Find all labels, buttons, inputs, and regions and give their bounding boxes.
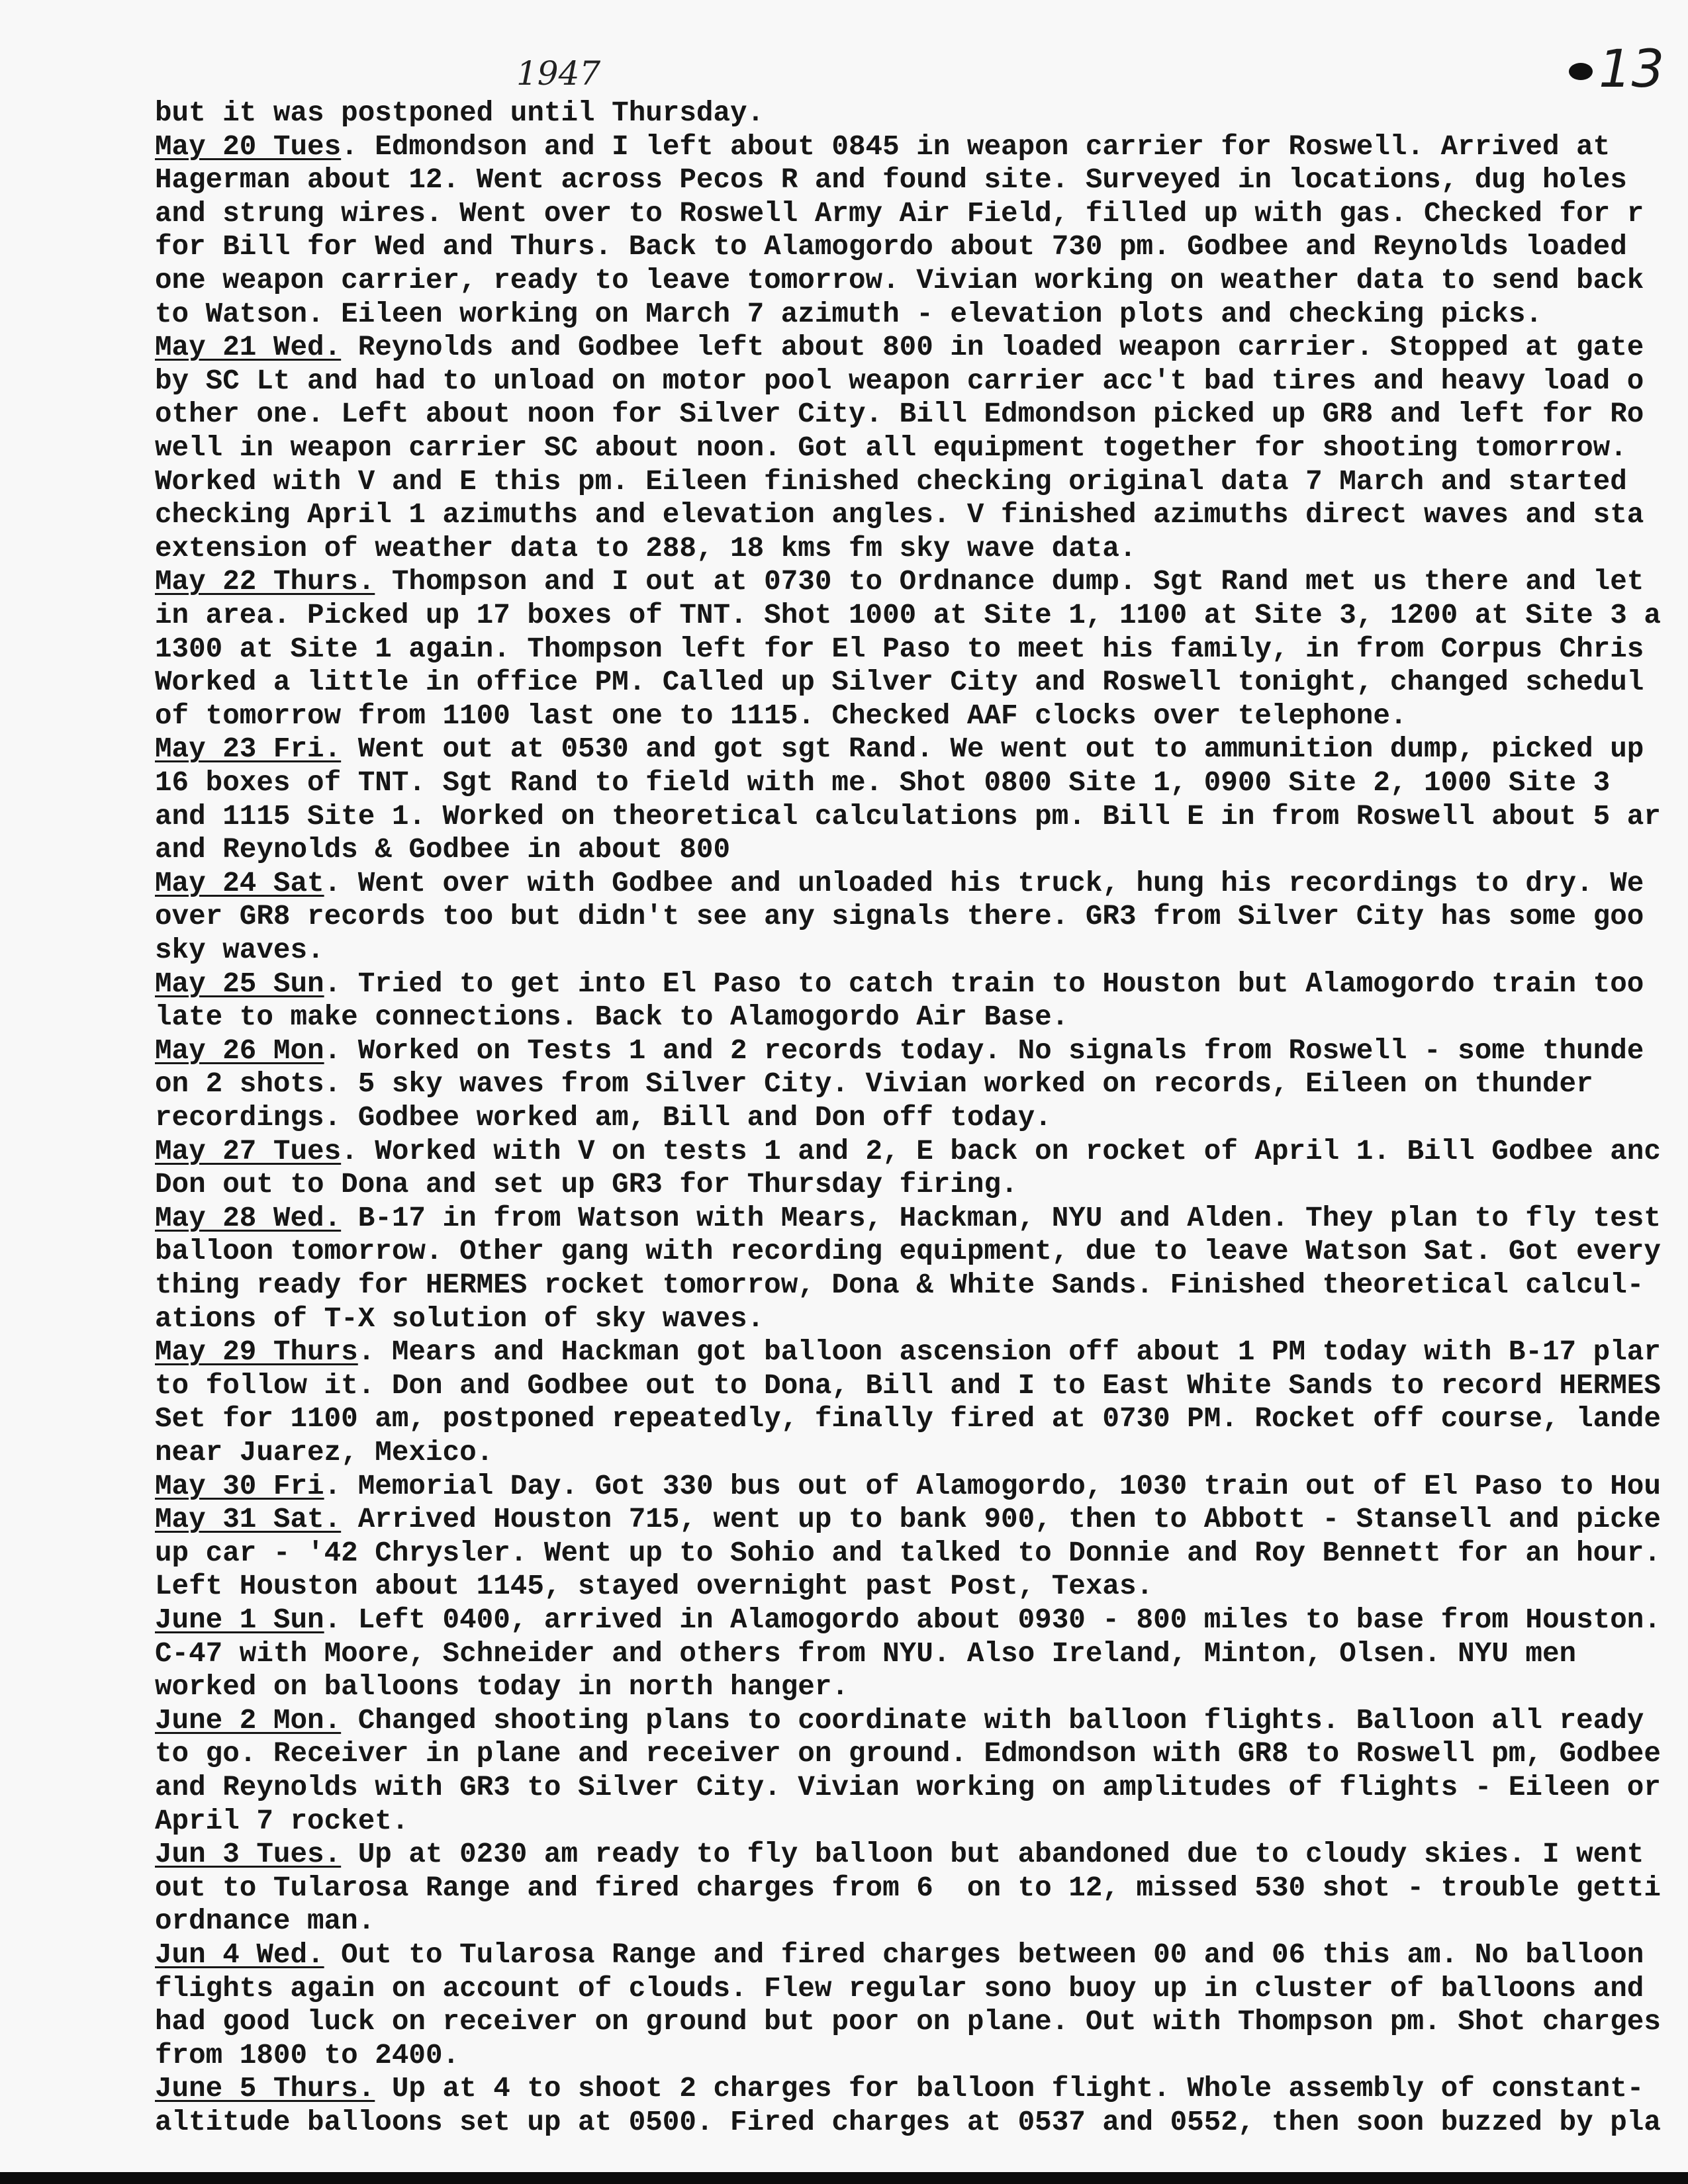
journal-line xyxy=(155,498,1644,531)
journal-entry-start-line xyxy=(155,968,1644,1001)
journal-line xyxy=(155,2106,1661,2139)
line-text: B-17 in from Watson with Mears, Hackman, NYU and Alden. They plan to fly test xyxy=(341,1202,1661,1234)
entry-date: May 28 Wed. xyxy=(155,1202,342,1234)
journal-line xyxy=(155,599,1661,632)
line-text: Left Houston about 1145, stayed overnight past Post, Texas. xyxy=(155,1570,1154,1603)
line-text: Set for 1100 am, postponed repeatedly, finally fired at 0730 PM. Rocket off course, lande xyxy=(155,1403,1661,1435)
journal-line xyxy=(155,900,1644,933)
scan-border xyxy=(0,2172,1688,2184)
handwritten-year: 1947 xyxy=(516,54,601,93)
line-text: Hagerman about 12. Went across Pecos R and found site. Surveyed in locations, dug holes xyxy=(155,164,1627,197)
journal-entry-start-line xyxy=(155,1704,1644,1737)
line-text: C-47 with Moore, Schneider and others from NYU. Also Ireland, Minton, Olsen. NYU men xyxy=(155,1637,1577,1670)
journal-line xyxy=(155,700,1407,733)
line-text: over GR8 records too but didn't see any signals there. GR3 from Silver City has some goo xyxy=(155,901,1644,933)
journal-line xyxy=(155,1101,1052,1134)
line-text: on 2 shots. 5 sky waves from Silver City. Vivian worked on records, Eileen on thunder xyxy=(155,1068,1593,1101)
journal-line xyxy=(155,532,1137,565)
line-text: . Worked on Tests 1 and 2 records today. No signals from Roswell - some thunde xyxy=(324,1034,1644,1067)
journal-entry-start-line xyxy=(155,1135,1661,1168)
journal-line xyxy=(155,800,1661,833)
journal-entry-start-line xyxy=(155,867,1644,900)
entry-date: Jun 3 Tues. xyxy=(155,1839,342,1871)
journal-line xyxy=(155,1771,1661,1804)
entry-date: June 1 Sun xyxy=(155,1604,324,1636)
line-text: worked on balloons today in north hanger. xyxy=(155,1671,849,1704)
line-text: and 1115 Site 1. Worked on theoretical calculations pm. Bill E in from Roswell about 5 ar xyxy=(155,800,1661,833)
journal-line xyxy=(155,1001,1068,1034)
journal-line xyxy=(155,1670,849,1704)
entry-date: June 2 Mon. xyxy=(155,1704,342,1737)
journal-line xyxy=(155,1402,1661,1435)
journal-line xyxy=(155,1068,1593,1101)
entry-date: May 31 Sat. xyxy=(155,1504,342,1536)
line-text: in area. Picked up 17 boxes of TNT. Shot 1000 at Site 1, 1100 at Site 3, 1200 at Site 3 a xyxy=(155,600,1661,631)
journal-line xyxy=(155,465,1627,498)
line-text: out to Tularosa Range and fired charges from 6 on to 12, missed 530 shot - trouble getti xyxy=(155,1872,1661,1904)
journal-entry-start-line xyxy=(155,1336,1661,1369)
journal-entry-start-line xyxy=(155,1604,1661,1637)
journal-line xyxy=(155,298,1542,331)
line-text: thing ready for HERMES rocket tomorrow, Dona & White Sands. Finished theoretical calcul- xyxy=(155,1269,1644,1301)
journal-line xyxy=(155,1269,1644,1302)
line-text: by SC Lt and had to unload on motor pool weapon carrier acc't bad tires and heavy load o xyxy=(155,365,1644,397)
line-text: extension of weather data to 288, 18 kms fm sky wave data. xyxy=(155,532,1137,565)
journal-line xyxy=(155,1905,375,1938)
journal-entry-start-line xyxy=(155,1503,1661,1536)
line-text: . Mears and Hackman got balloon ascension off about 1 PM today with B-17 plar xyxy=(357,1336,1661,1369)
line-text: to Watson. Eileen working on March 7 azimuth - elevation plots and checking picks. xyxy=(155,298,1542,330)
journal-line xyxy=(155,197,1644,230)
entry-date: Jun 4 Wed. xyxy=(155,1939,324,1971)
entry-date: May 23 Fri. xyxy=(155,733,342,766)
journal-line xyxy=(155,2039,459,2072)
journal-line xyxy=(155,1805,408,1838)
journal-line xyxy=(155,398,1644,431)
line-text: . Went over with Godbee and unloaded his truck, hung his recordings to dry. We xyxy=(324,867,1644,899)
line-text: . Edmondson and I left about 0845 in weapon carrier for Roswell. Arrived at xyxy=(341,130,1611,163)
line-text: Don out to Dona and set up GR3 for Thursday firing. xyxy=(155,1169,1018,1201)
line-text: up car - '42 Chrysler. Went up to Sohio and talked to Donnie and Roy Bennett for an hour. xyxy=(155,1537,1661,1569)
journal-line xyxy=(155,666,1644,699)
journal-line xyxy=(155,1302,764,1336)
line-text: checking April 1 azimuths and elevation angles. V finished azimuths direct waves and sta xyxy=(155,499,1644,531)
line-text: Up at 0230 am ready to fly balloon but abandoned due to cloudy skies. I went xyxy=(341,1839,1644,1871)
journal-line xyxy=(155,1235,1661,1268)
journal-line xyxy=(155,97,764,130)
line-text: Changed shooting plans to coordinate with balloon flights. Balloon all ready xyxy=(341,1704,1644,1737)
line-text: ations of T-X solution of sky waves. xyxy=(155,1302,765,1335)
journal-line xyxy=(155,163,1627,197)
line-text: 16 boxes of TNT. Sgt Rand to field with me. Shot 0800 Site 1, 0900 Site 2, 1000 Site 3 xyxy=(155,767,1611,799)
line-text: ordnance man. xyxy=(155,1905,375,1938)
line-text: and Reynolds & Godbee in about 800 xyxy=(155,834,731,866)
line-text: other one. Left about noon for Silver City. Bill Edmondson picked up GR8 and left for Ro xyxy=(155,398,1644,431)
line-text: . Tried to get into El Paso to catch train to Houston but Alamogordo train too xyxy=(324,968,1644,1000)
line-text: for Bill for Wed and Thurs. Back to Alamogordo about 730 pm. Godbee and Reynolds loaded xyxy=(155,231,1627,263)
journal-entry-start-line xyxy=(155,331,1644,364)
line-text: . Left 0400, arrived in Alamogordo about 0930 - 800 miles to base from Houston. xyxy=(324,1604,1661,1636)
line-text: but it was postponed until Thursday. xyxy=(155,97,765,129)
journal-line xyxy=(155,365,1644,398)
line-text: balloon tomorrow. Other gang with recording equipment, due to leave Watson Sat. Got every xyxy=(155,1236,1661,1268)
entry-date: May 29 Thurs xyxy=(155,1336,358,1369)
line-text: one weapon carrier, ready to leave tomorrow. Vivian working on weather data to send back xyxy=(155,265,1644,296)
line-text: of tomorrow from 1100 last one to 1115. Checked AAF clocks over telephone. xyxy=(155,700,1407,732)
journal-line xyxy=(155,1637,1576,1670)
journal-line xyxy=(155,1436,493,1469)
journal-line xyxy=(155,1872,1661,1905)
journal-entry-start-line xyxy=(155,1838,1644,1871)
line-text: Went out at 0530 and got sgt Rand. We went out to ammunition dump, picked up xyxy=(341,733,1644,766)
journal-line xyxy=(155,1537,1661,1570)
journal-line xyxy=(155,1369,1661,1402)
line-text: altitude balloons set up at 0500. Fired charges at 0537 and 0552, then soon buzzed by pla xyxy=(155,2107,1661,2138)
journal-entry-start-line xyxy=(155,733,1644,766)
line-text: April 7 rocket. xyxy=(155,1805,409,1837)
line-text: Worked a little in office PM. Called up Silver City and Roswell tonight, changed schedul xyxy=(155,666,1644,699)
journal-line xyxy=(155,432,1627,465)
line-text: Worked with V and E this pm. Eileen finished checking original data 7 March and started xyxy=(155,465,1627,498)
journal-entry-start-line xyxy=(155,1202,1661,1235)
line-text: to follow it. Don and Godbee out to Dona, Bill and I to East White Sands to record HERMES xyxy=(155,1369,1661,1402)
line-text: well in weapon carrier SC about noon. Got all equipment together for shooting tomorrow. xyxy=(155,432,1627,464)
journal-entry-start-line xyxy=(155,1938,1644,1972)
journal-line xyxy=(155,833,730,866)
entry-date: May 22 Thurs. xyxy=(155,566,375,598)
line-text: from 1800 to 2400. xyxy=(155,2039,460,2071)
line-text: Out to Tularosa Range and fired charges between 00 and 06 this am. No balloon xyxy=(324,1939,1644,1971)
line-text: . Memorial Day. Got 330 bus out of Alamogordo, 1030 train out of El Paso to Hou xyxy=(324,1470,1661,1502)
line-text: Arrived Houston 715, went up to bank 900, then to Abbott - Stansell and picke xyxy=(341,1504,1661,1536)
journal-line xyxy=(155,1570,1153,1603)
entry-date: May 20 Tues xyxy=(155,130,342,163)
journal-line xyxy=(155,1972,1644,2005)
journal-entry-start-line xyxy=(155,565,1644,598)
journal-line xyxy=(155,264,1644,297)
journal-line xyxy=(155,230,1627,263)
journal-entry-start-line xyxy=(155,130,1610,163)
entry-date: May 21 Wed. xyxy=(155,332,342,364)
journal-line xyxy=(155,2005,1661,2038)
journal-entry-start-line xyxy=(155,1470,1661,1503)
journal-entry-start-line xyxy=(155,2072,1644,2105)
ink-blot xyxy=(1569,63,1593,80)
journal-line xyxy=(155,633,1644,666)
line-text: and strung wires. Went over to Roswell Army Air Field, filled up with gas. Checked for r xyxy=(155,197,1644,230)
journal-entry-start-line xyxy=(155,1034,1644,1068)
entry-date: May 25 Sun xyxy=(155,968,324,1000)
line-text: sky waves. xyxy=(155,934,324,966)
journal-line xyxy=(155,766,1610,799)
entry-date: June 5 Thurs. xyxy=(155,2073,375,2105)
line-text: flights again on account of clouds. Flew regular sono buoy up in cluster of balloons and xyxy=(155,1972,1644,2005)
journal-line xyxy=(155,1168,1018,1201)
line-text: . Worked with V on tests 1 and 2, E back on rocket of April 1. Bill Godbee anc xyxy=(341,1135,1661,1167)
line-text: Reynolds and Godbee left about 800 in loaded weapon carrier. Stopped at gate xyxy=(341,332,1644,364)
line-text: to go. Receiver in plane and receiver on ground. Edmondson with GR8 to Roswell pm, Godbee xyxy=(155,1738,1661,1770)
line-text: and Reynolds with GR3 to Silver City. Vivian working on amplitudes of flights - Eileen or xyxy=(155,1772,1661,1803)
line-text: Thompson and I out at 0730 to Ordnance dump. Sgt Rand met us there and let xyxy=(375,566,1644,598)
line-text: had good luck on receiver on ground but poor on plane. Out with Thompson pm. Shot charges xyxy=(155,2006,1661,2038)
entry-date: May 26 Mon xyxy=(155,1034,324,1067)
entry-date: May 24 Sat xyxy=(155,867,324,899)
journal-line xyxy=(155,934,324,967)
entry-date: May 27 Tues xyxy=(155,1135,342,1167)
line-text: late to make connections. Back to Alamogordo Air Base. xyxy=(155,1001,1069,1034)
line-text: near Juarez, Mexico. xyxy=(155,1437,494,1469)
entry-date: May 30 Fri xyxy=(155,1470,324,1502)
journal-line xyxy=(155,1737,1661,1770)
line-text: 1300 at Site 1 again. Thompson left for El Paso to meet his family, in from Corpus Chris xyxy=(155,633,1644,665)
line-text: Up at 4 to shoot 2 charges for balloon flight. Whole assembly of constant- xyxy=(375,2073,1644,2105)
line-text: recordings. Godbee worked am, Bill and Don off today. xyxy=(155,1102,1052,1134)
page-number: 13 xyxy=(1599,40,1665,99)
